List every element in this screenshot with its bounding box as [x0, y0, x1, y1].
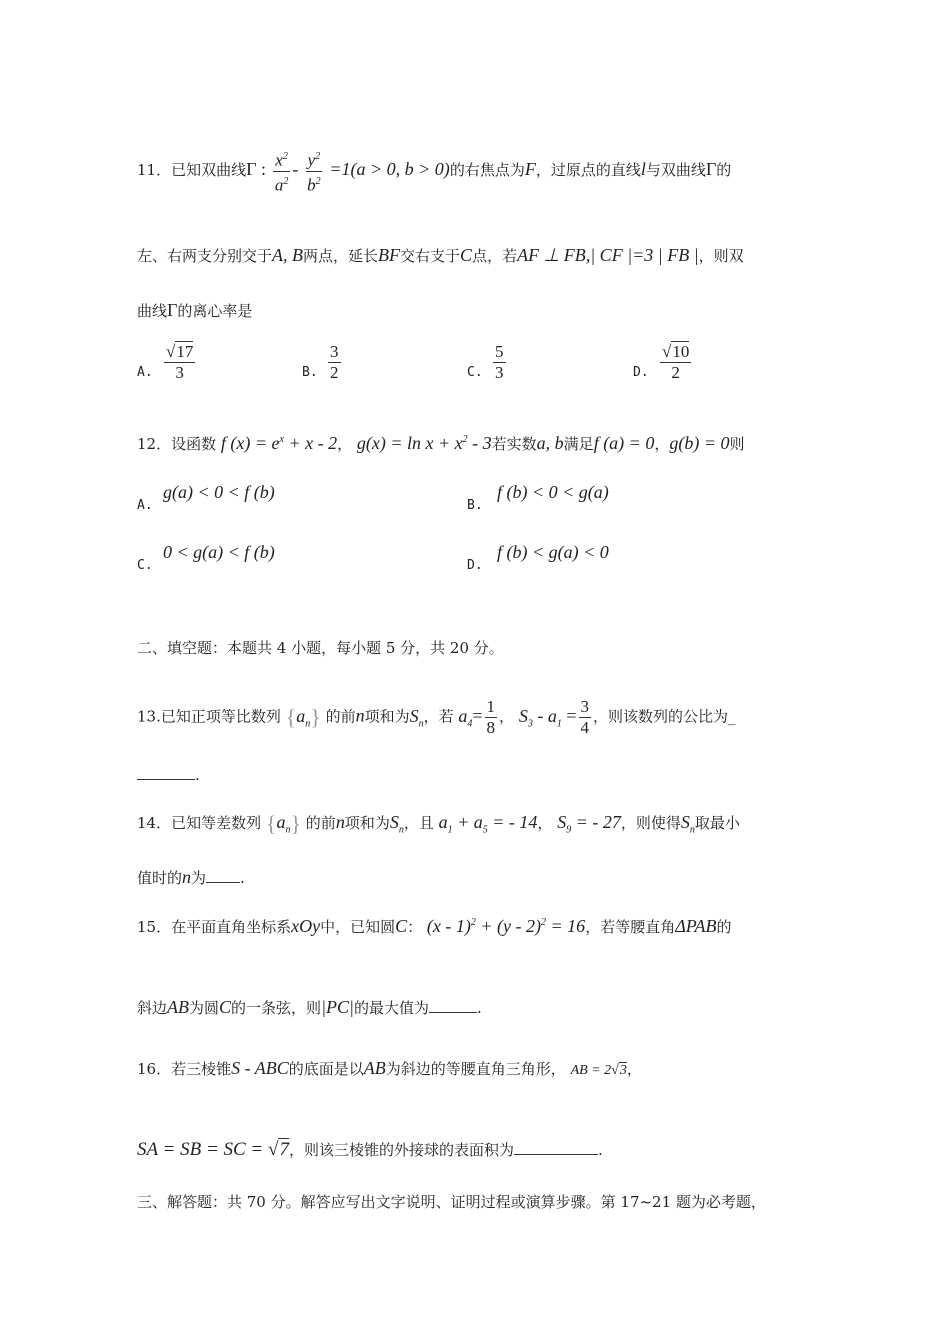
q14-text: 的前	[305, 814, 336, 832]
var-n: n	[182, 867, 192, 887]
question-number: 16．	[137, 1060, 172, 1078]
circle-C: C	[219, 997, 232, 1017]
answer-blank[interactable]	[206, 868, 240, 883]
q12-text: 满足	[563, 435, 594, 453]
q11-text: 点，若	[472, 247, 518, 265]
points-AB: A, B	[272, 245, 304, 265]
q13-text: 已知正项等比数列	[160, 707, 281, 726]
q14-text: 已知等差数列	[171, 814, 262, 832]
q15-line2	[137, 997, 482, 1018]
q11-text: ，则双	[698, 247, 744, 265]
gamma-symbol: Γ	[167, 300, 178, 320]
q14-text: ，	[537, 814, 553, 832]
q16-text: 为斜边的等腰直角三角形，	[385, 1060, 566, 1078]
fraction-x2-a2: $\frac{x^2}{a^2}$	[273, 147, 291, 195]
focus-F: F	[524, 159, 536, 180]
q12-text: 若实数	[491, 435, 537, 453]
pyramid-SABC: S - ABC	[231, 1058, 289, 1078]
q14-text: 值时的	[137, 869, 183, 887]
q15-text: ，若等腰直角	[585, 918, 676, 936]
length-AB: AB = 2√3	[570, 1063, 627, 1078]
q11-text: 与双曲线	[645, 161, 706, 180]
option-label: B.	[467, 498, 483, 513]
section-heading: 二、填空题：本题共 4 小题，每小题 5 分，共 20 分。	[137, 639, 504, 657]
sequence-an: $a_n$	[296, 705, 311, 730]
q11-text: 两点，延长	[303, 247, 379, 265]
term-S3: $S_3$	[518, 705, 533, 730]
answer-blank[interactable]	[137, 765, 195, 780]
q15-text: .	[476, 999, 482, 1017]
option-label: D.	[467, 558, 483, 573]
q11-line2	[137, 245, 744, 266]
question-number: 13.	[137, 707, 161, 726]
term-a1: $a_1$	[547, 705, 562, 730]
option-value: $\frac{5}{3}$	[495, 342, 504, 382]
q13-text: ，	[499, 707, 515, 726]
q15-text: 的	[716, 918, 732, 936]
q15-text: ：	[407, 918, 423, 936]
option-value: $\frac{3}{2}$	[330, 342, 339, 382]
q11-text: 交右支于	[400, 247, 461, 265]
q16-text: ，则该三棱锥的外接球的表面积为	[288, 1141, 514, 1159]
q13-text: ，则该数列的公比为_	[593, 707, 736, 726]
q11-text: ，过原点的直线	[535, 161, 641, 180]
q16-text: .	[597, 1141, 603, 1159]
q14-text: ，则使得	[620, 814, 681, 832]
sum-Sn: $S_n$	[409, 705, 424, 730]
q11-text: 已知双曲线	[171, 161, 247, 180]
option-value: f (b) < 0 < g(a)	[497, 482, 609, 502]
function-f: f $(x) = e^x + x - 2$	[220, 433, 338, 453]
gamma-symbol: Γ	[705, 159, 717, 180]
var-n: n	[335, 812, 345, 832]
option-value: $\frac{√10}{2}$	[662, 342, 690, 382]
q12-text: ，	[654, 435, 670, 453]
option-label: C.	[467, 365, 483, 380]
function-g: $g(x) = \ln x + x^2 - 3$	[356, 433, 492, 453]
q14-text: ，且	[403, 814, 434, 832]
q13-text: 项和为	[364, 707, 410, 726]
condition-fa: f (a) = 0	[593, 433, 655, 453]
equal-edges: SA = SB = SC = √7	[137, 1139, 289, 1160]
q14-text: 为	[191, 869, 207, 887]
q11-line3	[137, 300, 252, 321]
q11-text: 的离心率是	[177, 302, 253, 320]
sum-Sn: $S_n$	[680, 812, 695, 836]
question-number: 15．	[137, 918, 172, 936]
q13-text: 的前	[325, 707, 356, 726]
q11-condition: =1(a > 0, b > 0)	[329, 159, 450, 180]
q12-text: ，	[337, 435, 353, 453]
segment-BF: BF	[378, 245, 401, 265]
q16-line2	[137, 1140, 603, 1160]
q12-text: 则	[729, 435, 745, 453]
q14-text: 项和为	[344, 814, 390, 832]
q11-condition2: AF ⊥ FB,| CF |=3 | FB |	[517, 245, 699, 265]
answer-blank[interactable]	[429, 998, 477, 1013]
q14-line1: 14．已知等差数列 $\{a_n\}$ 的前n项和为$S_n$，且 $a_1 + a_5$ = - 14， $S_9$ = - 27，则使得$S_n$取最小	[137, 811, 740, 836]
option-label: C.	[137, 558, 153, 573]
question-number: 11．	[137, 161, 172, 180]
sequence-an: $a_n$	[276, 812, 291, 836]
q16-text: 若三棱锥	[171, 1060, 232, 1078]
fraction-y2-b2: $\frac{y^2}{b^2}$	[305, 147, 323, 195]
circle-C: C	[395, 916, 408, 936]
question-number: 12．	[137, 435, 172, 453]
q15-text: 中，已知圆	[320, 918, 396, 936]
q13-text: ，若	[423, 707, 454, 726]
question-number: 14．	[137, 814, 172, 832]
q11-line1: 11．已知双曲线Γ : $\frac{x^2}{a^2}$ - $\frac{y^2}{b^2}$ =1(a > 0, b > 0)的右焦点为F，过原点的直线l与双曲线Γ的	[137, 147, 731, 195]
condition-S9: $S_9$ = - 27	[557, 812, 621, 836]
q15-text: 为圆	[189, 999, 220, 1017]
q15-text: 斜边	[137, 999, 168, 1017]
distance-PC: |PC|	[321, 997, 354, 1017]
condition-gb: g(b) = 0	[669, 433, 730, 453]
q15-line1	[137, 913, 731, 937]
option-label: D.	[633, 365, 649, 380]
option-value: $\frac{√17}{3}$	[166, 342, 194, 382]
term-a4: $a_4$	[458, 705, 473, 730]
q15-text: 的一条弦，则	[231, 999, 322, 1017]
option-label: A.	[137, 498, 153, 513]
q11-text: 曲线	[137, 302, 168, 320]
circle-equation: (x - 1)$^2$ + (y - 2)$^2$ = 16	[426, 916, 586, 936]
gamma-symbol: Γ :	[246, 159, 267, 180]
q16-text: ，	[626, 1060, 642, 1078]
q11-text: 的	[716, 161, 732, 180]
var-n: n	[355, 705, 365, 726]
segment-AB: AB	[167, 997, 190, 1017]
q15-text: 在平面直角坐标系	[171, 918, 292, 936]
q14-line2	[137, 867, 245, 888]
q16-line1	[137, 1058, 642, 1081]
q11-text: 的右焦点为	[449, 161, 525, 180]
q11-text: 左、右两支分别交于	[137, 247, 273, 265]
coordinate-system: xOy	[291, 916, 321, 936]
q12-line1	[137, 430, 745, 454]
q13-line1: 13.已知正项等比数列 $\{a_n\}$ 的前n项和为$S_n$，若 $a_4=$ $\frac{1}{8}$ ， $S_3 - a_1$ = $\frac{3}{4}$ ，则该数列的公比为_	[137, 697, 736, 737]
q16-text: 的底面是以	[288, 1060, 364, 1078]
condition-a1-a5: $a_1 + a_5$ = - 14	[438, 812, 538, 836]
segment-AB: AB	[363, 1058, 386, 1078]
q13-line2	[137, 765, 200, 785]
variables-ab: a, b	[536, 433, 564, 453]
answer-blank[interactable]	[514, 1140, 598, 1155]
sum-Sn: $S_n$	[389, 812, 404, 836]
triangle-PAB: ΔPAB	[675, 916, 717, 936]
option-label: B.	[302, 365, 318, 380]
q14-text: .	[240, 869, 245, 887]
q12-text: 设函数	[171, 435, 217, 453]
fraction-1-8: $\frac{1}{8}$	[486, 697, 496, 737]
point-C: C	[460, 245, 473, 265]
q14-text: 取最小	[694, 814, 740, 832]
option-value: 0 < g(a) < f (b)	[163, 542, 275, 562]
fraction-3-4: $\frac{3}{4}$	[580, 697, 589, 737]
section-heading: 三、解答题：共 70 分。解答应写出文字说明、证明过程或演算步骤。第 17~21 题为必考题，	[137, 1193, 766, 1211]
line-l: l	[640, 159, 646, 180]
option-label: A.	[137, 365, 153, 380]
option-value: f (b) < g(a) < 0	[497, 542, 609, 562]
q13-text: .	[195, 766, 200, 784]
option-value: g(a) < 0 < f (b)	[163, 482, 275, 502]
q15-text: 的最大值为	[353, 999, 429, 1017]
